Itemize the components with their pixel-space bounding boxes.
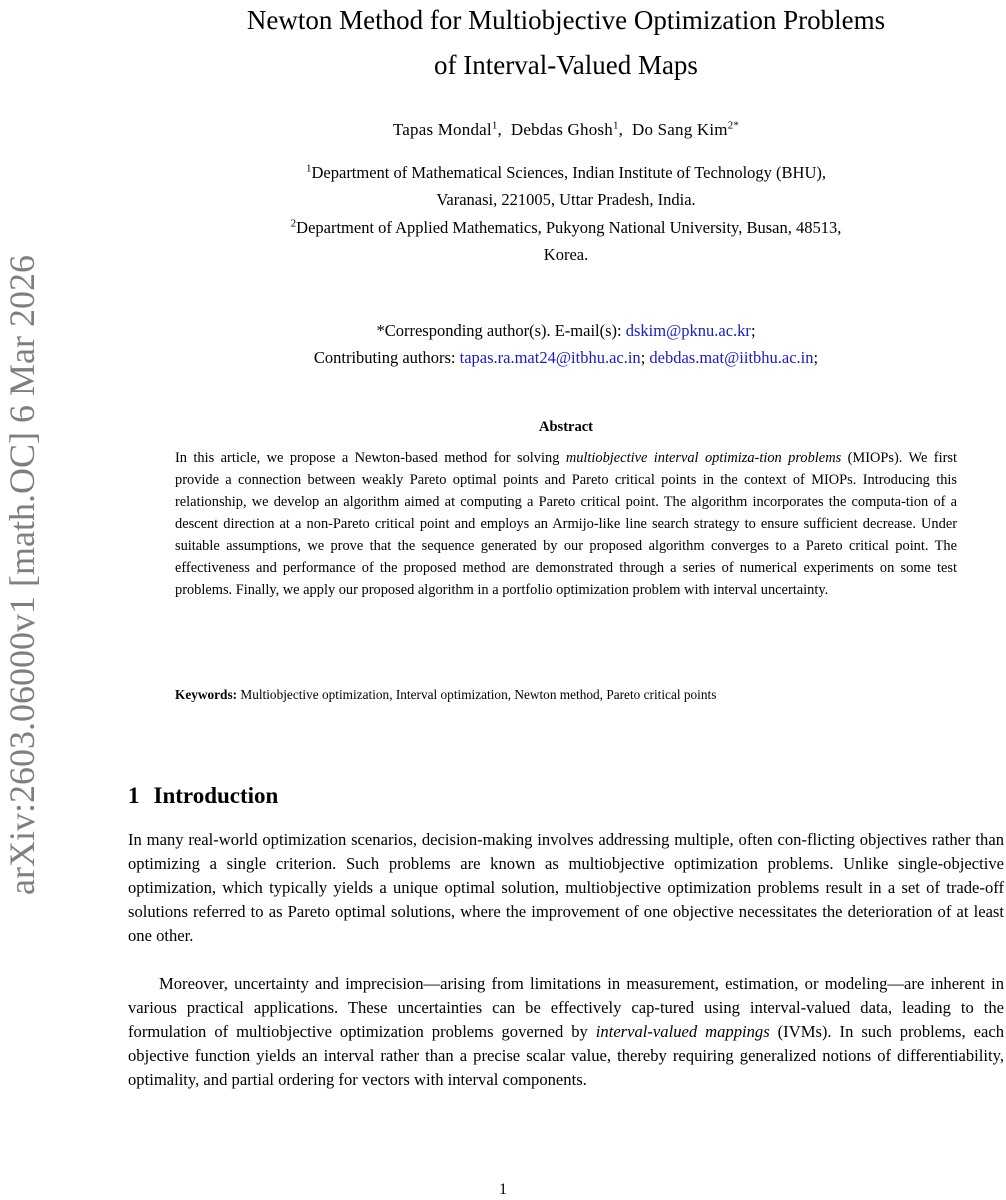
- contributing-label: Contributing authors:: [313, 348, 456, 367]
- affiliation-1: [128, 159, 1004, 213]
- abstract-emphasis: multiobjective interval optimiza-tion problems: [565, 450, 842, 466]
- title-line-1: Newton Method for Multiobjective Optimization Problems: [246, 5, 886, 35]
- author-name: Do Sang Kim: [632, 120, 728, 139]
- contributing-email-link[interactable]: tapas.ra.mat24@itbhu.ac.in: [459, 348, 641, 367]
- abstract-part: (MIOPs). We first provide a connection between weakly Pareto optimal points and Pareto critical points in the context of MIOPs. Introducing this relationship, we develop an algorithm aimed at computing a Pareto critical point. The algorithm incorporates the computa-tion of a descent direction at a non-Pareto critical point and employs an Armijo-like line search strategy to ensure sufficient decrease. Under suitable assumptions, we prove that the sequence generated by our proposed algorithm converges to a Pareto critical point. The effectiveness and performance of the proposed method are demonstrated through a series of numerical experiments on some test problems. Finally, we apply our proposed algorithm in a portfolio optimization problem with interval uncertainty.: [175, 450, 957, 598]
- section-number: 1: [128, 783, 140, 808]
- arxiv-sidebar-stamp: [2, 200, 42, 950]
- keywords-label: Keywords:: [175, 687, 238, 702]
- affiliation-2: [128, 214, 1004, 268]
- intro-emphasis: interval-valued mappings: [595, 1021, 770, 1041]
- title-line-2: of Interval-Valued Maps: [434, 50, 698, 80]
- intro-part: Moreover, uncertainty and imprecision—arising from limitations in measurement, estimation, or modeling—are inherent in various practical applications. These uncertainties can be effectively cap-tured using interval-valued data, leading to the formulation of multiobjective optimization problems governed by: [128, 974, 1004, 1041]
- author-list: Tapas Mondal$^1$, Debdas Ghosh$^1$, Do Sang Kim$^{2*}$: [392, 119, 740, 139]
- arxiv-identifier: arXiv:2603.06000v1 [math.OC] 6 Mar 2026: [2, 255, 42, 895]
- abstract-text: [175, 447, 957, 601]
- affiliation-mark: 2: [290, 217, 297, 230]
- affiliation-line: Department of Mathematical Sciences, Indian Institute of Technology (BHU),: [311, 163, 826, 182]
- abstract-part: In this article, we propose a Newton-based method for solving: [175, 450, 566, 466]
- intro-paragraph-2: [128, 972, 1004, 1092]
- author-mark: 1: [491, 119, 498, 132]
- paper-title: [128, 0, 1004, 88]
- author-mark: 1: [612, 119, 619, 132]
- author-name: Tapas Mondal: [392, 120, 492, 139]
- corresponding-label: *Corresponding author(s). E-mail(s):: [376, 321, 622, 340]
- keywords-text: Multiobjective optimization, Interval optimization, Newton method, Pareto critical points: [240, 687, 717, 702]
- section-title: Introduction: [153, 783, 279, 808]
- contributing-authors: Contributing authors: tapas.ra.mat24@itbhu.ac.in; debdas.mat@iitbhu.ac.in;: [313, 348, 819, 367]
- contributing-email-link[interactable]: debdas.mat@iitbhu.ac.in: [649, 348, 814, 367]
- affiliation-line: Korea.: [543, 245, 589, 264]
- affiliation-mark: 1: [306, 162, 312, 175]
- intro-part: (IVMs). In such problems, each objective function yields an interval rather than a precise scalar value, thereby requiring generalized notions of differentiability, optimality, and partial ordering for vectors with interval components.: [128, 1021, 1005, 1089]
- corresponding-email-link[interactable]: dskim@pknu.ac.kr: [625, 321, 751, 340]
- author-mark: 2*: [727, 119, 740, 132]
- page-number: 1: [499, 1181, 507, 1198]
- affiliation-line: Varanasi, 221005, Uttar Pradesh, India.: [436, 190, 696, 209]
- intro-paragraph-1: In many real-world optimization scenarios, decision-making involves addressing multiple, often con-flicting objectives rather than optimizing a single criterion. Such problems are known as multiobjective optimization problems. Unlike single-objective optimization, which typically yields a unique optimal solution, multiobjective optimization problems result in a set of trade-off solutions referred to as Pareto optimal solutions, where the improvement of one objective necessitates the deterioration of at least one other.: [128, 830, 1004, 945]
- affiliation-line: Department of Applied Mathematics, Pukyong National University, Busan, 48513,: [296, 218, 842, 237]
- keywords: [175, 684, 975, 706]
- section-heading: [128, 780, 278, 812]
- abstract-heading: Abstract: [539, 419, 593, 435]
- author-name: Debdas Ghosh: [510, 120, 613, 139]
- corresponding-author: *Corresponding author(s). E-mail(s): dskim@pknu.ac.kr;: [376, 321, 756, 340]
